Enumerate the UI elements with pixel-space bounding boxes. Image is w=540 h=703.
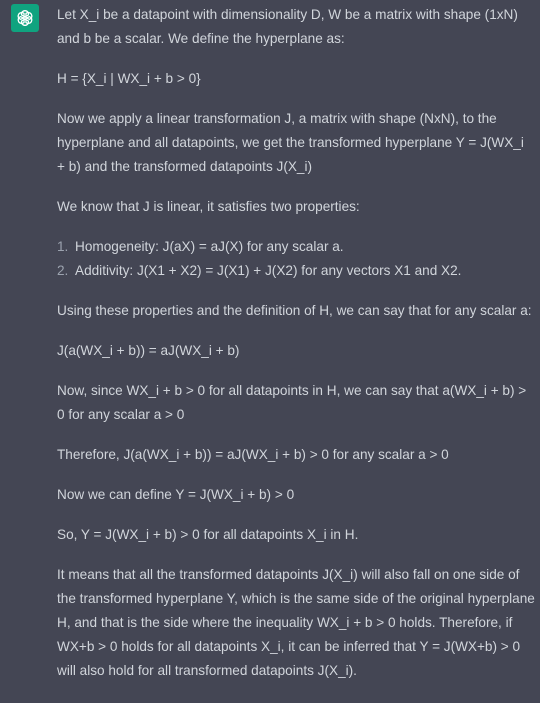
- message-paragraph: Let X_i be a datapoint with dimensionality D, W be a matrix with shape (1xN) and b be a scalar. We define the hyperplane as:: [57, 7, 522, 46]
- message-paragraph: Now, since WX_i + b > 0 for all datapoints in H, we can say that a(WX_i + b) > 0 for any scalar a > 0: [57, 383, 530, 422]
- list-item: [57, 259, 535, 283]
- message-paragraph: Now we apply a linear transformation J, a matrix with shape (NxN), to the hyperplane and all datapoints, we get the transformed hyperplane Y = J(WX_i + b) and the transformed datapoints J(X_i): [57, 111, 528, 174]
- message-paragraph: Now we can define Y = J(WX_i + b) > 0: [57, 487, 295, 502]
- message-content: [57, 3, 539, 699]
- list-item-number: 1.: [57, 239, 69, 254]
- message-paragraph: So, Y = J(WX_i + b) > 0 for all datapoints X_i in H.: [57, 527, 359, 542]
- list-item: [57, 235, 535, 259]
- properties-list: [57, 235, 535, 283]
- openai-logo-icon: [15, 8, 35, 28]
- list-item-text: Additivity: J(X1 + X2) = J(X1) + J(X2) for any vectors X1 and X2.: [75, 263, 462, 278]
- message-paragraph: It means that all the transformed datapoints J(X_i) will also fall on one side of the transformed hyperplane Y, which is the same side of the original hyperplane H, and that is the side where the inequality WX_i + b > 0 holds. Therefore, if WX+b > 0 holds for all datapoints X_i, it can be inferred that Y = J(WX+b) > 0 will also hold for all transformed datapoints J(X_i).: [57, 567, 539, 678]
- list-item-number: 2.: [57, 263, 69, 278]
- message-paragraph: J(a(WX_i + b)) = aJ(WX_i + b): [57, 343, 240, 358]
- message-paragraph: Using these properties and the definition of H, we can say that for any scalar a:: [57, 303, 532, 318]
- message-paragraph: We know that J is linear, it satisfies two properties:: [57, 199, 360, 214]
- message-paragraph: Therefore, J(a(WX_i + b)) = aJ(WX_i + b) > 0 for any scalar a > 0: [57, 447, 449, 462]
- list-item-text: Homogeneity: J(aX) = aJ(X) for any scalar a.: [75, 239, 344, 254]
- message-paragraph: H = {X_i | WX_i + b > 0}: [57, 71, 201, 86]
- assistant-avatar: [11, 4, 39, 32]
